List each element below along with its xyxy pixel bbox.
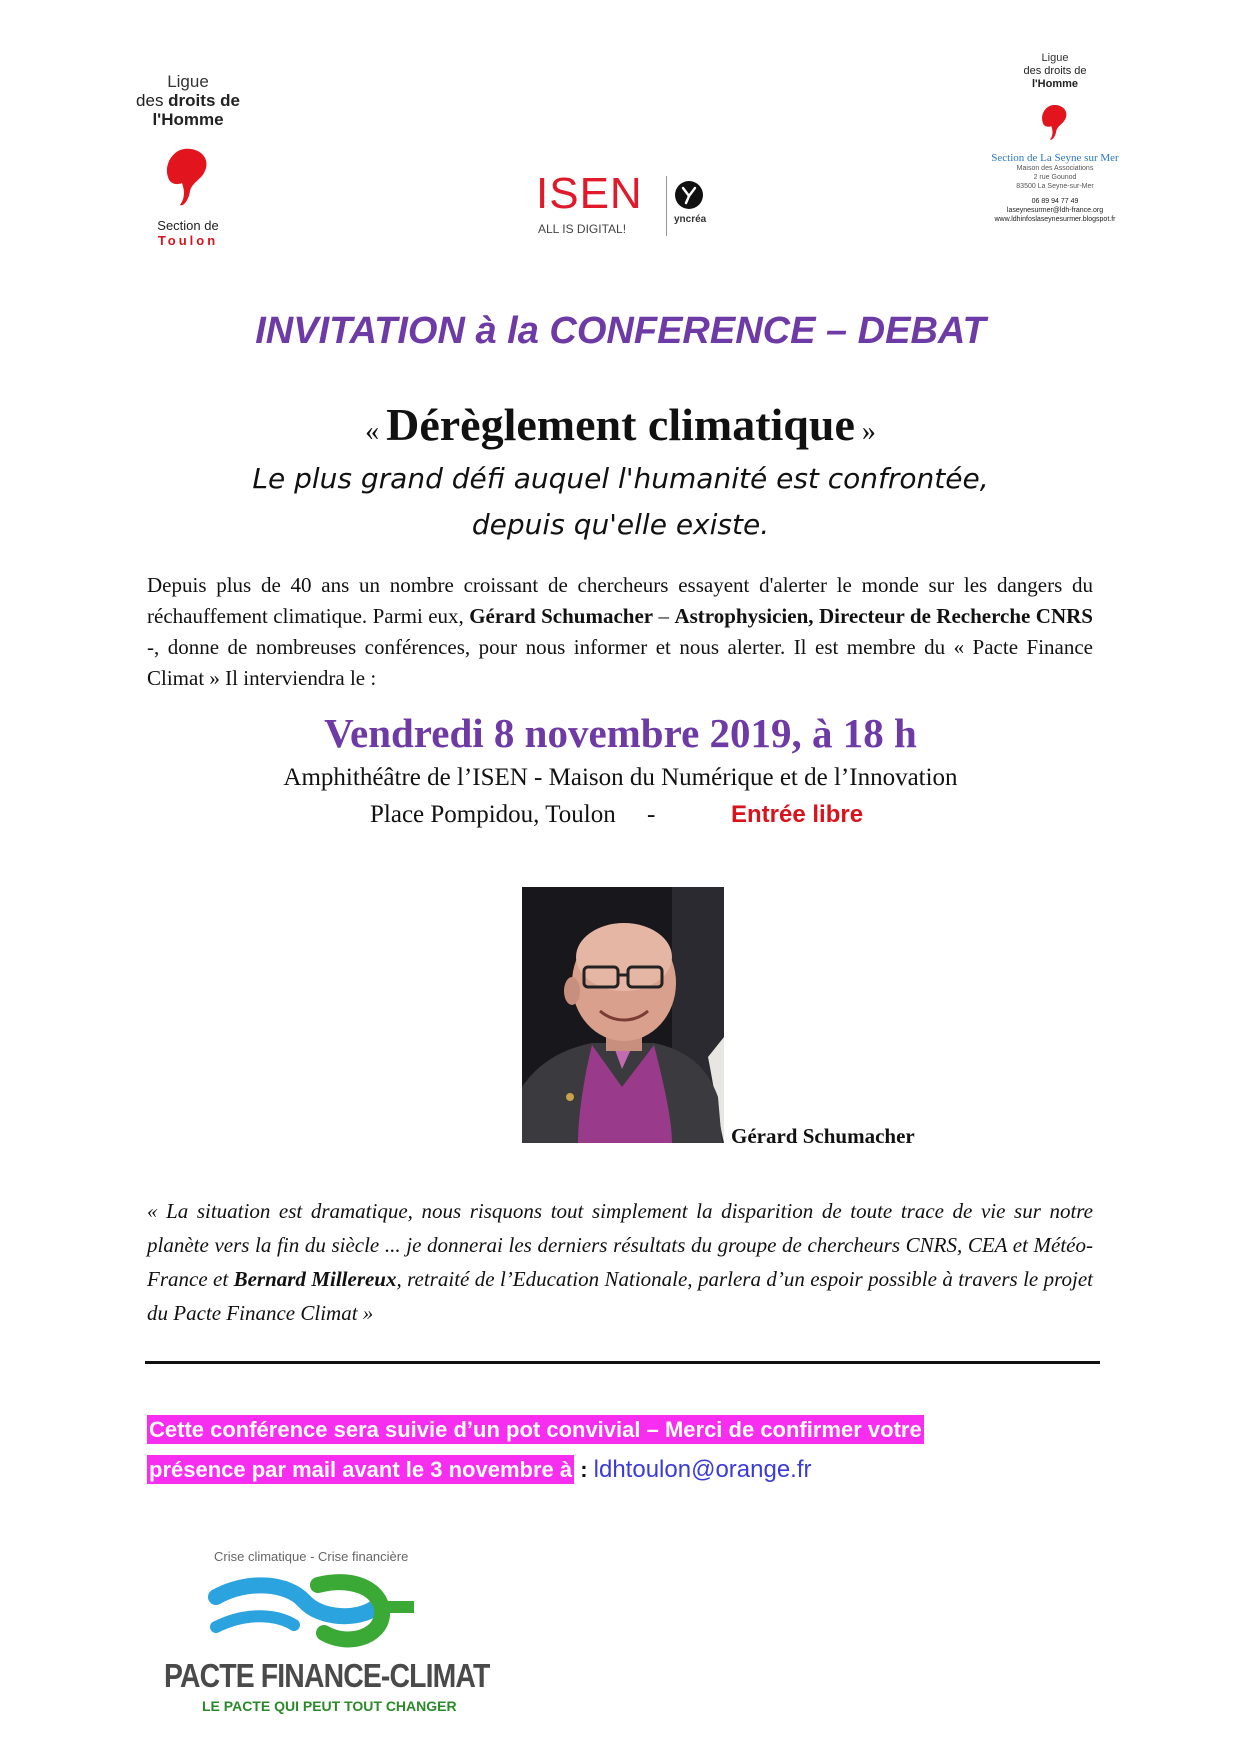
quote-text-2: , retraité de l’Education Nationale, parlera d’un espoir possible à travers le projet du Pacte Finance Climat »	[147, 1267, 1094, 1325]
rsvp-line2: présence par mail avant le 3 novembre à	[149, 1457, 573, 1482]
ldh-toulon-divider	[118, 129, 258, 137]
speaker-portrait-illustration	[522, 887, 724, 1143]
ldh-seyne-address3: 83500 La Seyne-sur-Mer	[1016, 183, 1094, 190]
quote-text-1: « La situation est dramatique, nous risquons tout simplement la disparition de toute trace de vie sur notre planète vers la fin du siècle ... je donnerai les derniers résultats du groupe de chercheurs CNRS, CEA et Météo-France et	[147, 1199, 1093, 1291]
pacte-slogan: LE PACTE QUI PEUT TOUT CHANGER	[202, 1698, 457, 1714]
pacte-knot-icon	[208, 1567, 418, 1653]
ldh-seyne-phone: 06 89 94 77 49	[1031, 198, 1079, 205]
ldh-seyne-line2: des droits de	[1023, 65, 1087, 77]
intro-text-2: –	[653, 604, 675, 628]
subject-open-quote: «	[365, 416, 387, 447]
intro-speaker: Gérard Schumacher	[469, 604, 654, 628]
ldh-toulon-line2-prefix: des	[136, 91, 169, 110]
event-venue-line2: Place Pompidou, Toulon -	[370, 801, 656, 828]
ldh-toulon-line2-bold: droits de	[168, 91, 240, 110]
ldh-toulon-line2	[118, 91, 258, 110]
conference-subject	[0, 398, 1241, 451]
ldh-toulon-logo	[118, 72, 258, 248]
ldh-toulon-city: Toulon	[157, 233, 219, 248]
ldh-la-seyne-logo	[975, 52, 1135, 224]
conference-tagline	[0, 456, 1241, 548]
invitation-heading: INVITATION à la CONFERENCE – DEBAT	[255, 310, 986, 352]
subject-close-quote: »	[854, 416, 876, 447]
tagline-line2: depuis qu'elle existe.	[471, 508, 770, 541]
rsvp-separator: :	[574, 1457, 594, 1482]
ldh-seyne-line1: Ligue	[1041, 52, 1069, 64]
rsvp-line1: Cette conférence sera suivie d’un pot convivial – Merci de confirmer votre	[149, 1417, 922, 1442]
ldh-seyne-section: Section de La Seyne sur Mer	[991, 152, 1119, 164]
ldh-seyne-address2: 2 rue Gounod	[1033, 174, 1077, 181]
quote-name: Bernard Millereux	[233, 1267, 397, 1291]
event-entry: Entrée libre	[731, 801, 864, 828]
ldh-toulon-section: Section de	[157, 218, 219, 233]
isen-wordmark: ISEN	[536, 169, 643, 218]
rsvp-email-link[interactable]: ldhtoulon@orange.fr	[593, 1456, 812, 1483]
ldh-toulon-line3: l'Homme	[152, 110, 224, 129]
isen-logo	[536, 169, 746, 240]
event-venue-line1: Amphithéâtre de l’ISEN - Maison du Numérique et de l’Innovation	[283, 764, 958, 791]
ldh-toulon-line1: Ligue	[167, 72, 209, 91]
intro-text-3: -, donne de nombreuses conférences, pour nous informer et nous alerter. Il est membre du « Pacte Finance Climat » Il interviendra le :	[147, 635, 1093, 690]
ldh-seyne-address1: Maison des Associations	[1016, 165, 1094, 172]
rsvp-line1-row	[147, 1410, 924, 1450]
rsvp-block	[147, 1410, 924, 1490]
speaker-quote	[147, 1194, 1093, 1330]
photo-caption: Gérard Schumacher	[731, 1124, 915, 1148]
pacte-finance-climat-logo	[160, 1545, 490, 1715]
intro-paragraph	[147, 570, 1093, 694]
rsvp-line2-row	[147, 1450, 924, 1490]
intro-text-1: Depuis plus de 40 ans un nombre croissant de chercheurs essayent d'alerter le monde sur les dangers du réchauffement climatique. Parmi eux,	[147, 573, 1093, 628]
speaker-photo	[522, 887, 724, 1143]
ldh-seyne-blog: www.ldhinfoslaseynesurmer.blogspot.fr	[994, 216, 1116, 223]
ldh-seyne-email: laseynesurmer@ldh-france.org	[1006, 207, 1104, 214]
pacte-name: PACTE FINANCE-CLIMAT	[164, 1657, 490, 1694]
isen-separator	[666, 176, 667, 236]
ldh-emblem-icon	[162, 147, 214, 209]
tagline-line1: Le plus grand défi auquel l'humanité est confrontée,	[252, 462, 989, 495]
ldh-emblem-icon	[1039, 101, 1071, 145]
section-divider	[145, 1361, 1100, 1364]
intro-speaker-title: Astrophysicien, Directeur de Recherche CNRS	[674, 604, 1093, 628]
yncrea-y-icon	[674, 180, 704, 210]
subject-title: Dérèglement climatique	[386, 399, 855, 450]
isen-tagline: ALL IS DIGITAL!	[538, 222, 627, 236]
pacte-top-text: Crise climatique - Crise financière	[214, 1549, 409, 1564]
ldh-seyne-line3: l'Homme	[1031, 78, 1078, 90]
yncrea-name: yncréa	[674, 214, 707, 225]
event-date: Vendredi 8 novembre 2019, à 18 h	[324, 710, 917, 756]
